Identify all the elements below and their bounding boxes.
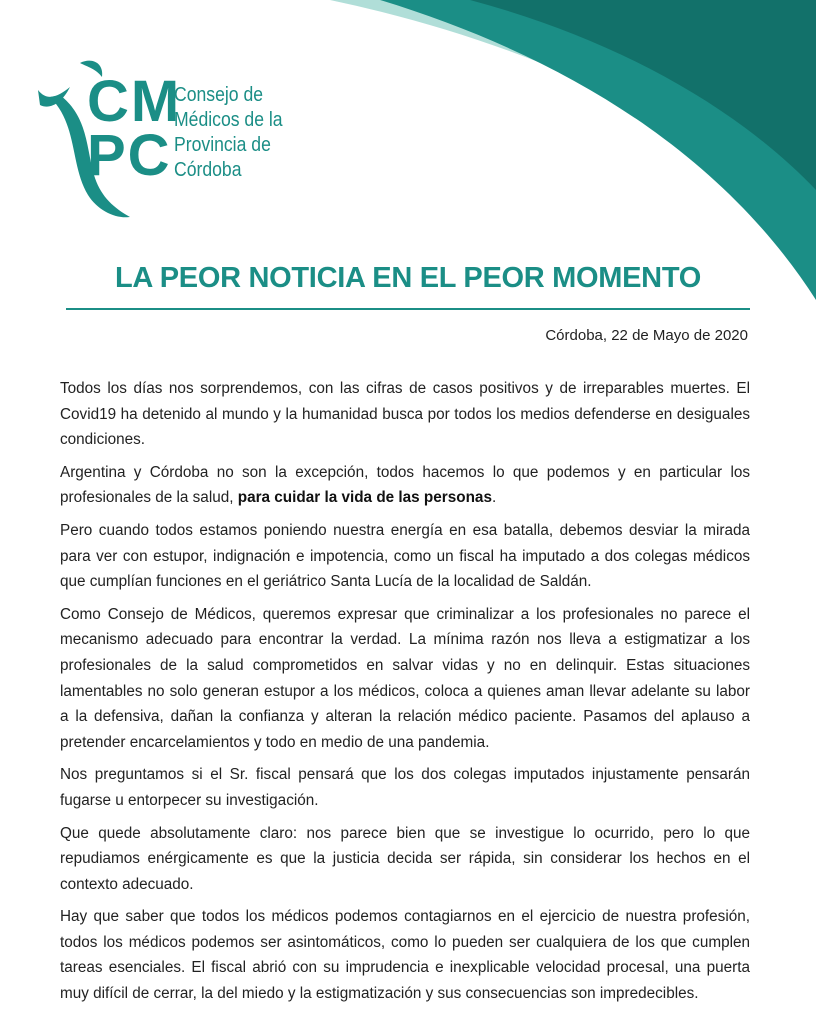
paragraph [60, 376, 750, 453]
logo-name-line: Córdoba [174, 159, 242, 181]
paragraph [60, 821, 750, 898]
paragraph [60, 518, 750, 595]
logo-initials-bottom: PC [87, 123, 172, 188]
document-body [60, 376, 750, 1014]
organization-logo [30, 55, 300, 230]
logo-name-line: Provincia de [174, 134, 271, 156]
paragraph [60, 460, 750, 511]
paragraph-text: . [491, 489, 497, 507]
logo-name-line: Médicos de la [174, 109, 283, 131]
paragraph [60, 762, 750, 813]
title-divider [66, 308, 750, 310]
paragraph-text: Todos los días nos sorprendemos, con las cifras de casos positivos y de irreparables muertes. El Covid19 ha detenido al mundo y la humanidad busca por todos los medios defenderse en desiguales condiciones. [60, 380, 750, 449]
place-and-date: Córdoba, 22 de Mayo de 2020 [545, 327, 748, 344]
logo-initials [87, 69, 182, 188]
paragraph [60, 904, 750, 1006]
paragraph-text: Que quede absolutamente claro: nos parece bien que se investigue lo ocurrido, pero lo que repudiamos enérgicamente es que la justicia decida ser rápida, sin considerar los hechos en el contexto adecuado. [60, 824, 750, 893]
paragraph [60, 602, 750, 756]
paragraph-text: Argentina y Córdoba no son la excepción, todos hacemos lo que podemos y en particular los profesionales de la salud, [60, 463, 750, 507]
paragraph-emphasis: para cuidar la vida de las personas [237, 489, 492, 507]
logo-organization-name [174, 83, 288, 183]
paragraph-text: Como Consejo de Médicos, queremos expresar que criminalizar a los profesionales no parece el mecanismo adecuado para encontrar la verdad. La mínima razón nos lleva a estigmatizar a los profesionales de la salud comprometidos en salvar vidas y no en delinquir. Estas situaciones lamentables no solo generan estupor a los médicos, coloca a quienes aman llevar adelante su labor a la defensiva, dañan la confianza y alteran la relación médico paciente. Pasamos del aplauso a pretender encarcelamientos y todo en medio de una pandemia. [60, 605, 750, 751]
logo-initials-top: CM [87, 69, 182, 134]
paragraph-text: Pero cuando todos estamos poniendo nuestra energía en esa batalla, debemos desviar la mirada para ver con estupor, indignación e impotencia, como un fiscal ha imputado a dos colegas médicos que cumplían funciones en el geriátrico Santa Lucía de la localidad de Saldán. [60, 521, 750, 591]
document-title: LA PEOR NOTICIA EN EL PEOR MOMENTO [115, 262, 701, 294]
paragraph-text: Nos preguntamos si el Sr. fiscal pensará que los dos colegas imputados injustamente pensarán fugarse u entorpecer su investigación. [60, 766, 750, 809]
logo-name-line: Consejo de [174, 84, 264, 106]
paragraph-text: Hay que saber que todos los médicos podemos contagiarnos en el ejercicio de nuestra profesión, todos los médicos podemos ser asintomáticos, como lo pueden ser cualquiera de los que cumplen tareas esenciales. El fiscal abrió con su imprudencia e inexplicable velocidad procesal, una puerta muy difícil de cerrar, la del miedo y la estigmatización y sus consecuencias son impredecibles. [60, 908, 750, 1003]
